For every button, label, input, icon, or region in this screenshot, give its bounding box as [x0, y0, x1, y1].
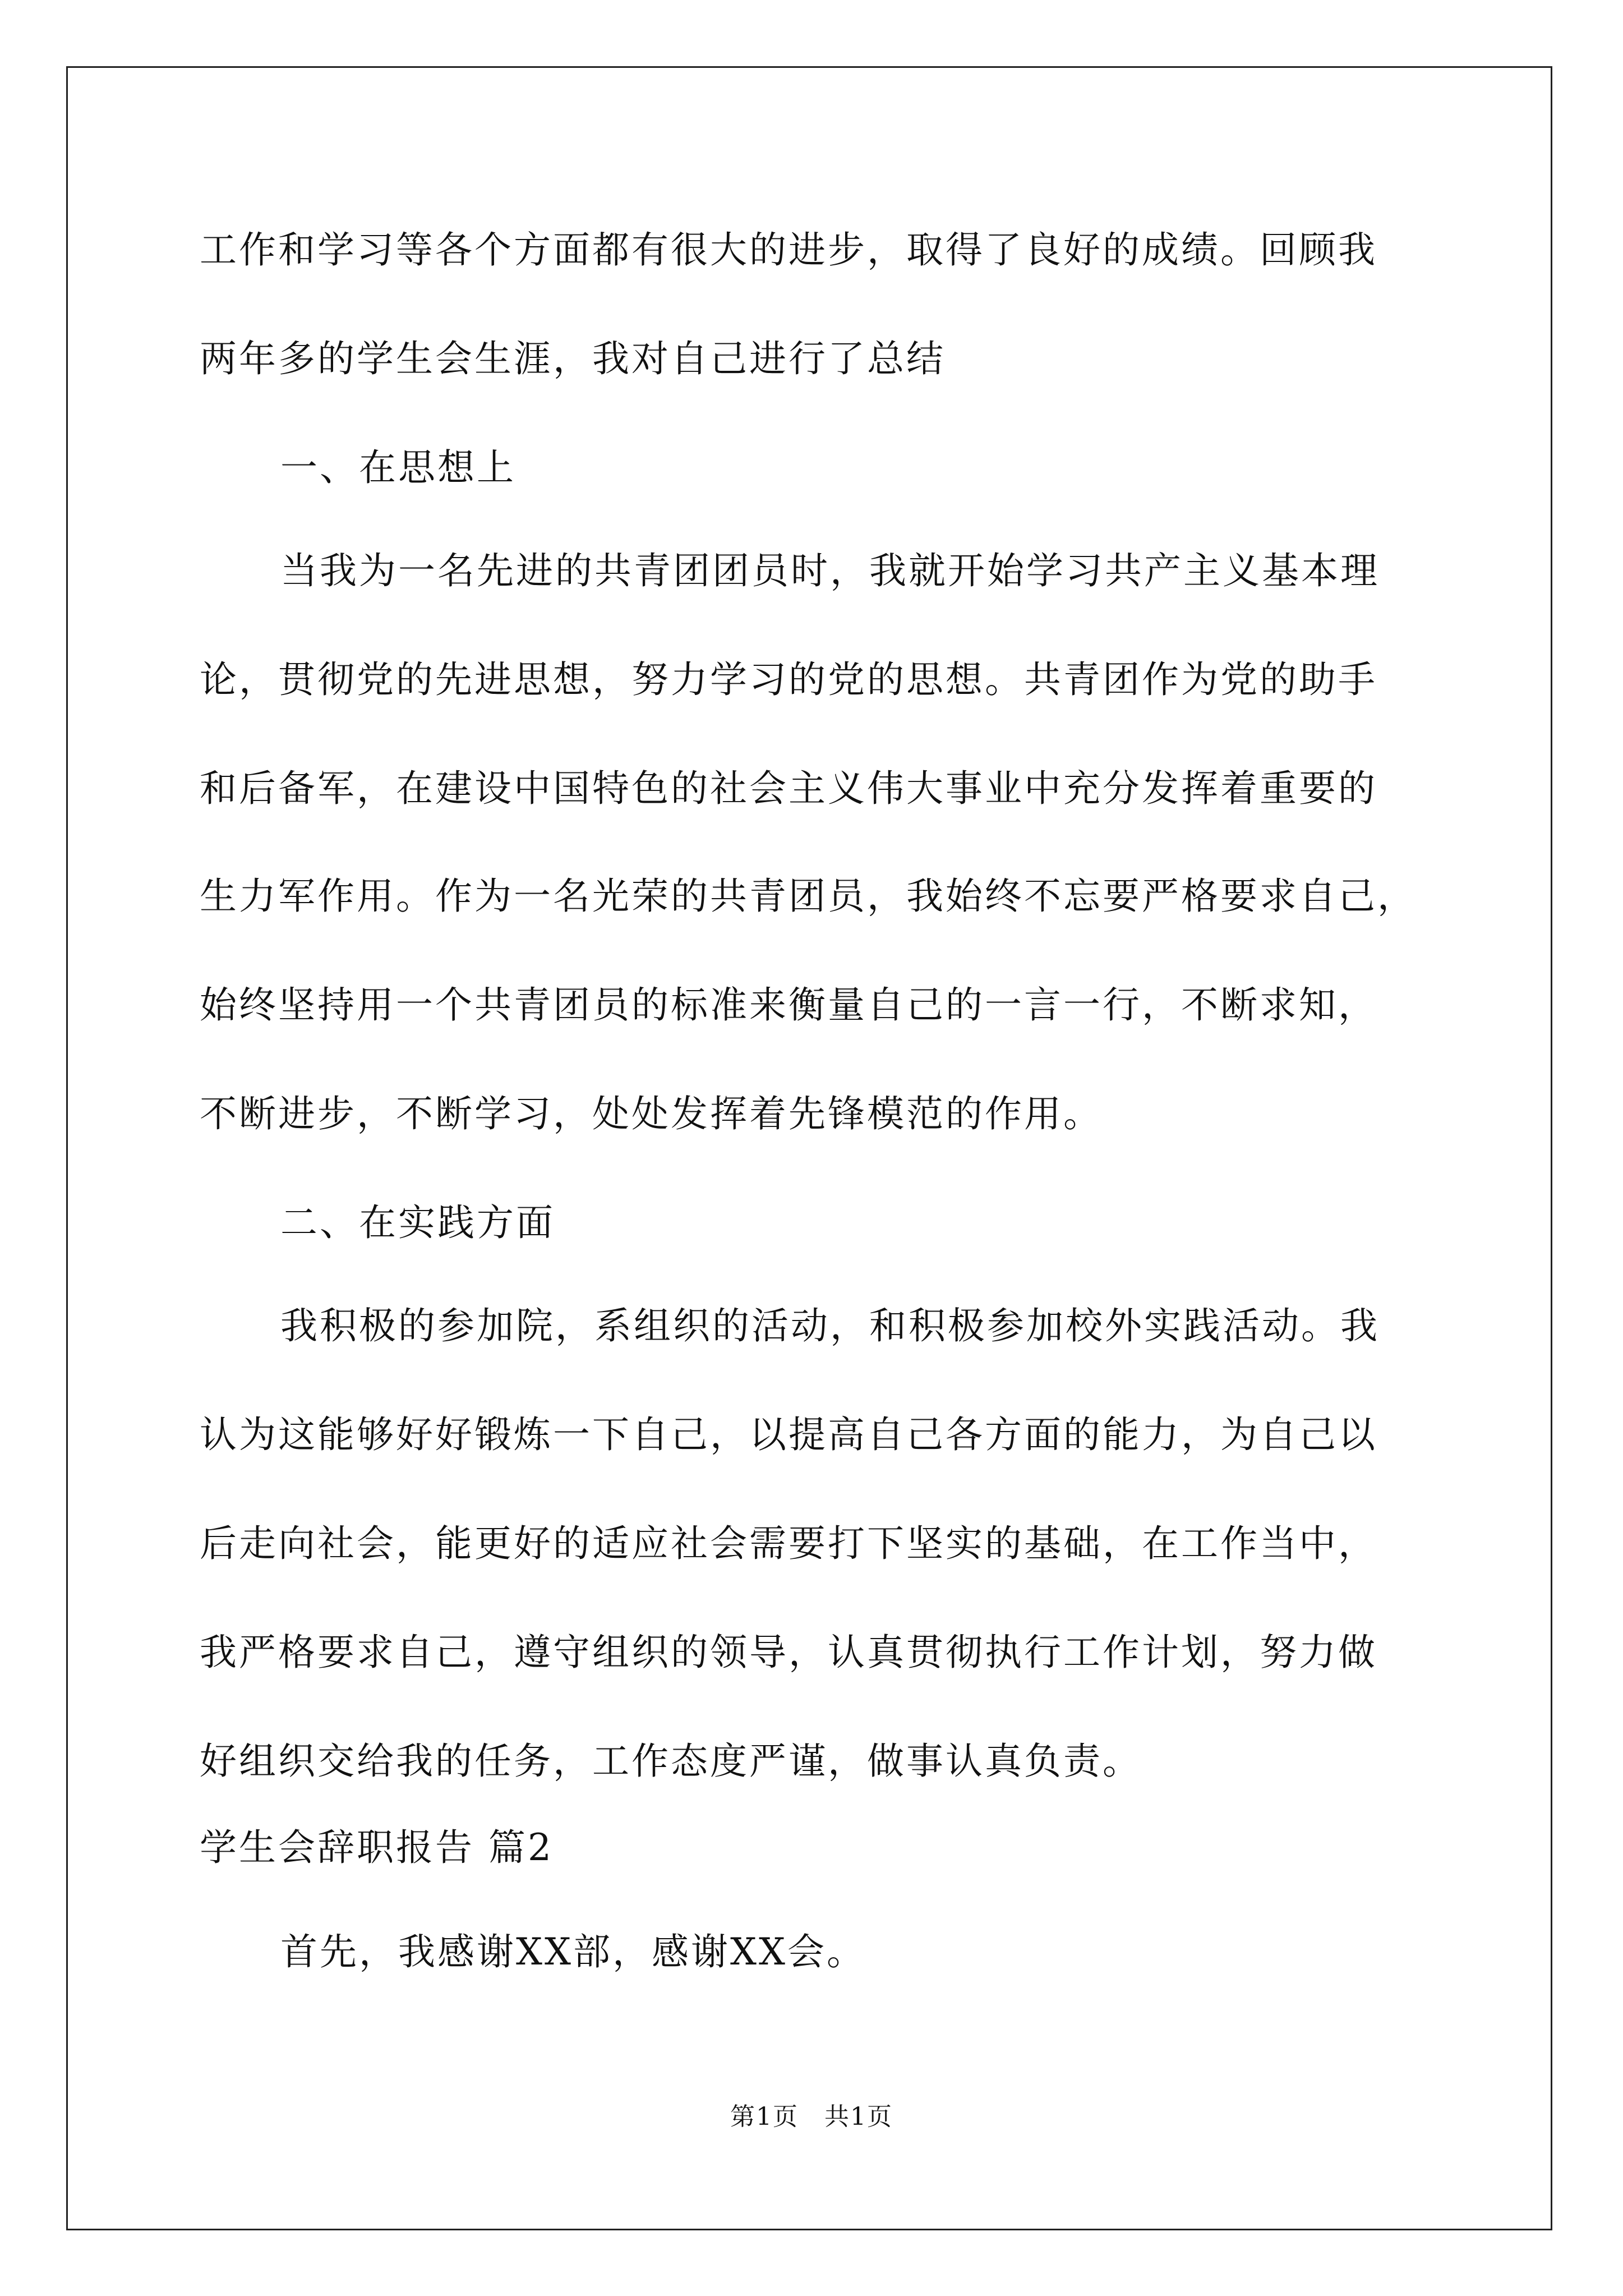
article-title: 学生会辞职报告 篇2 — [200, 1826, 554, 1869]
paragraph-line: 始终坚持用一个共青团员的标准来衡量自己的一言一行，不断求知， — [200, 983, 1377, 1027]
page-number-footer: 第1页 共1页 — [730, 2102, 893, 2131]
paragraph-line: 我严格要求自己，遵守组织的领导，认真贯彻执行工作计划，努力做 — [200, 1631, 1377, 1674]
paragraph-line: 好组织交给我的任务，工作态度严谨，做事认真负责。 — [200, 1740, 1142, 1783]
paragraph-line: 当我为一名先进的共青团团员时，我就开始学习共产主义基本理 — [280, 549, 1380, 592]
paragraph-line: 和后备军，在建设中国特色的社会主义伟大事业中充分发挥着重要的 — [200, 767, 1377, 810]
paragraph-line: 首先，我感谢XX部，感谢XX会。 — [280, 1930, 866, 1973]
page-border — [66, 66, 1552, 2230]
paragraph-line: 我积极的参加院，系组织的活动，和积极参加校外实践活动。我 — [280, 1304, 1380, 1347]
paragraph-line: 工作和学习等各个方面都有很大的进步，取得了良好的成绩。回顾我 — [200, 228, 1377, 272]
section-heading: 二、在实践方面 — [280, 1201, 555, 1244]
paragraph-line: 生力军作用。作为一名光荣的共青团员，我始终不忘要严格要求自己， — [200, 875, 1417, 918]
paragraph-line: 后走向社会，能更好的适应社会需要打下坚实的基础，在工作当中， — [200, 1522, 1377, 1565]
section-heading: 一、在思想上 — [280, 446, 516, 489]
paragraph-line: 认为这能够好好锻炼一下自己，以提高自己各方面的能力，为自己以 — [200, 1413, 1377, 1456]
paragraph-line: 两年多的学生会生涯，我对自己进行了总结 — [200, 337, 946, 380]
paragraph-line: 论，贯彻党的先进思想，努力学习的党的思想。共青团作为党的助手 — [200, 658, 1377, 701]
paragraph-line: 不断进步，不断学习，处处发挥着先锋模范的作用。 — [200, 1092, 1103, 1135]
